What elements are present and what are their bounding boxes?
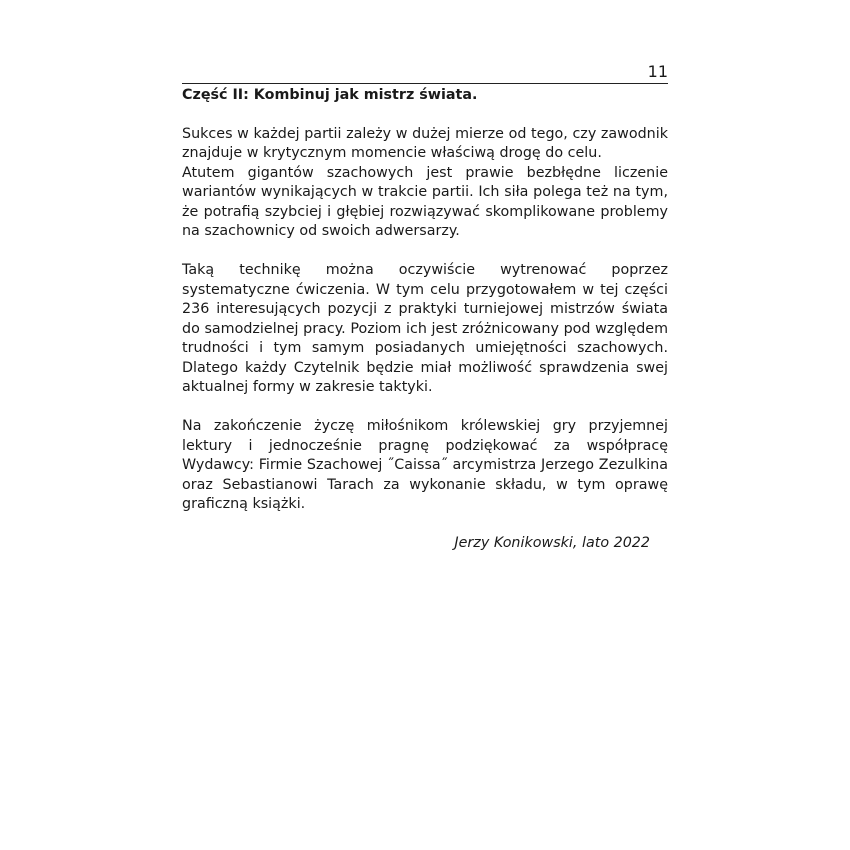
paragraph-intro: Sukces w każdej partii zależy w dużej mierze od tego, czy zawodnik znajduje w krytycznym momencie właściwą drogę do celu.: [182, 125, 668, 161]
paragraph-giants: Atutem gigantów szachowych jest prawie bezbłędne liczenie wariantów wynikających w trakcie partii. Ich siła polega też na tym, że potrafią szybciej i głębiej rozwiązywać skomplikowane problemy na szachownicy od swoich adwersarzy.: [182, 164, 668, 239]
spacer: [182, 398, 668, 418]
paragraph-thanks: Na zakończenie życzę miłośnikom królewskiej gry przyjemnej lektury i jednocześnie pragnę podziękować za współpracę Wydawcy: Firmie Szachowej ˝Caissa˝ arcymistrza Jerzego Zezulkina oraz Sebastianowi Tarach za wykonanie składu, w tym oprawę graficzną książki.: [182, 418, 668, 512]
paragraph-technique: Taką technikę można oczywiście wytrenować poprzez systematyczne ćwiczenia. W tym celu przygotowałem w tej części 236 interesujących pozycji z praktyki turniejowej mistrzów świata do samodzielnej pracy. Poziom ich jest zróżnicowany pod względem trudności i tym samym posiadanych umiejętności szachowych. Dlatego każdy Czytelnik będzie miał możliwość sprawdzenia swej aktualnej formy w zakresie taktyki.: [182, 262, 668, 395]
spacer: [182, 106, 668, 125]
author-signature: Jerzy Konikowski, lato 2022: [454, 535, 650, 551]
spacer: [182, 242, 668, 262]
header-rule: [182, 83, 668, 84]
chapter-title: Część II: Kombinuj jak mistrz świata.: [182, 87, 478, 103]
page-number: 11: [647, 62, 668, 81]
page-body: [182, 86, 668, 554]
